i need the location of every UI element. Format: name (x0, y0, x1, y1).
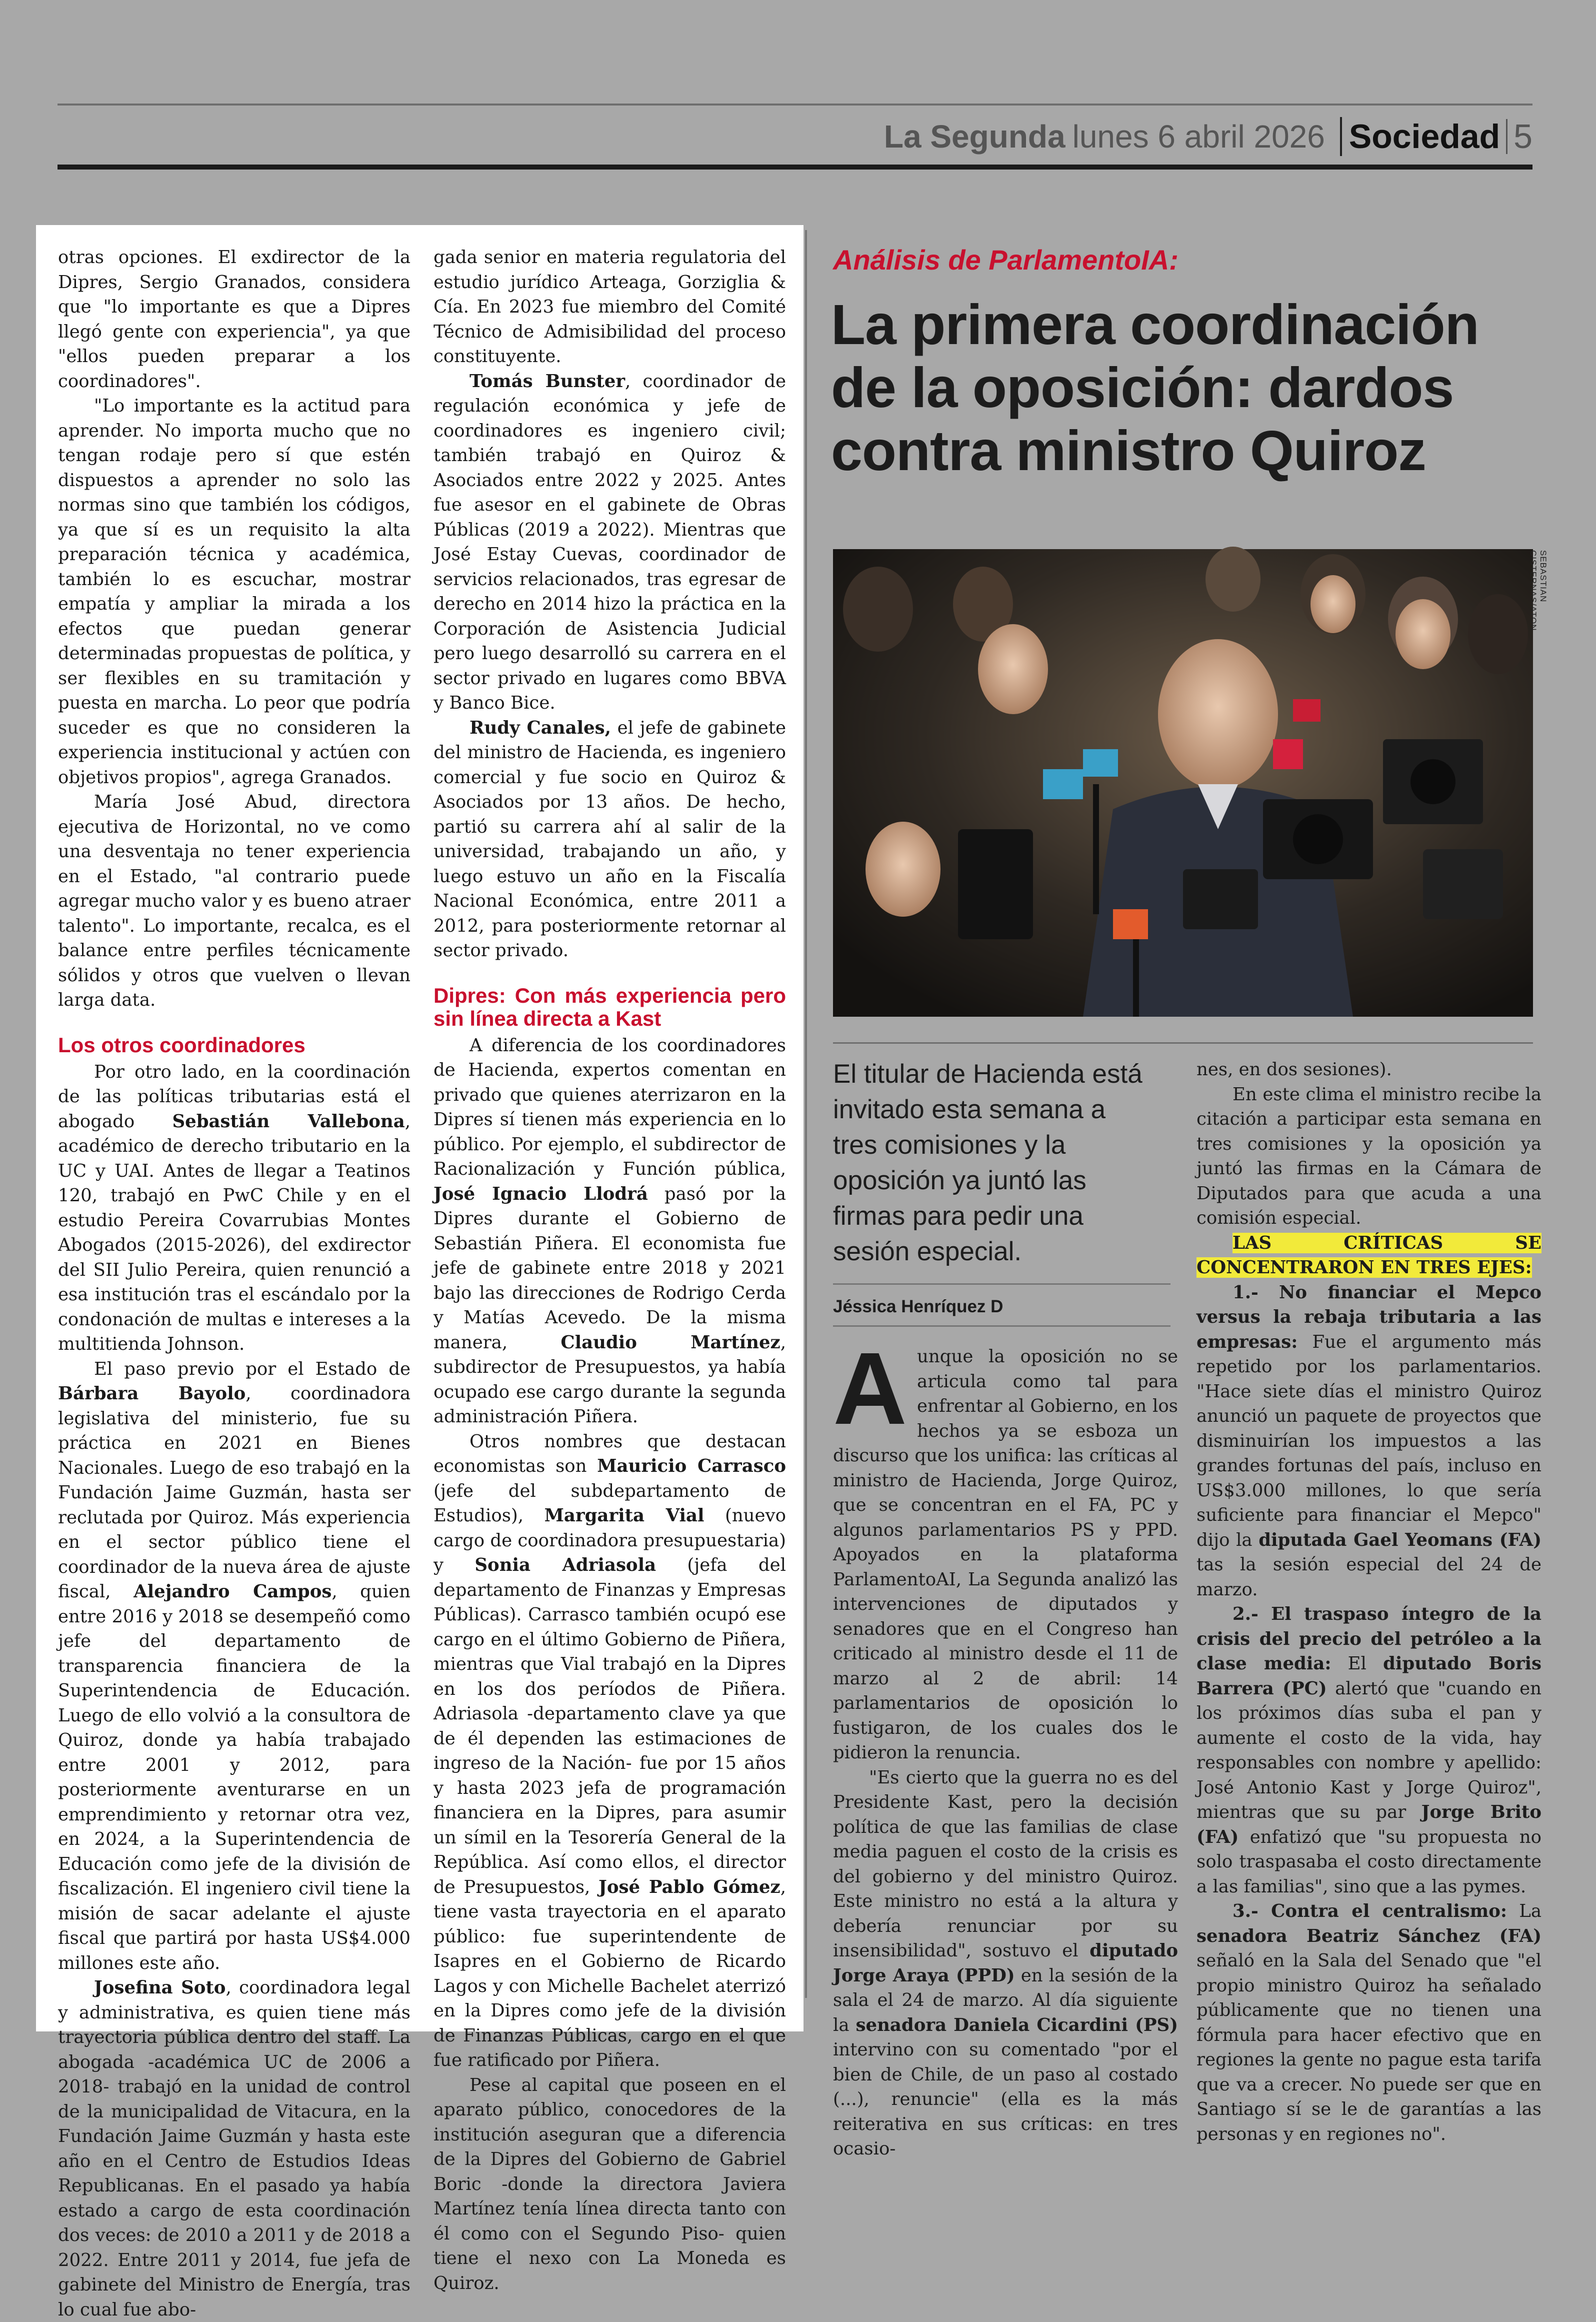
paragraph (1196, 1231, 1542, 1280)
masthead-divider (1506, 119, 1508, 154)
masthead-rule-bottom (58, 165, 1532, 170)
paragraph: Otros nombres que destacan economistas son Mauricio Carrasco (jefe del subdepartamento de Estudios), Margarita Vial (nuevo cargo de coordinadora presupuestaria) y Sonia Adriasola (jefa del departamento de Finanzas y Empresas Públicas). Carrasco también ocupó ese cargo en el último Gobierno de Piñera, mientras que Vial trabajó en la Dipres en los dos períodos de Piñera. Adriasola -departamento clave ya que de él dependen las estimaciones de ingreso de la Nación- fue por 15 años y hasta 2023 jefa de programación financiera en la Dipres, para asumir un símil en la Tesorería General de la República. Así como ellos, el director de Presupuestos, José Pablo Gómez, tiene vasta trayectoria en el aparato público: fue superintendente de Isapres en el Gobierno de Ricardo Lagos y con Michelle Bachelet aterrizó en la Dipres como jefe de la división de Finanzas Públicas, cargo en el que fue ratificado por Piñera. (434, 1431, 786, 2070)
paragraph: María José Abud, directora ejecutiva de Horizontal, no ve como una desventaja no tener experiencia en el Estado, "al contrario puede agregar mucho valor y es bueno atraer talento". Lo importante, recalca, es el balance entre perfiles técnicamente sólidos y otros que vuelven o llevan larga data. (58, 792, 410, 1010)
paragraph: A diferencia de los coordinadores de Hacienda, expertos comentan en privado que quienes aterrizaron en la Dipres sí tienen más experiencia en lo público. Por ejemplo, el subdirector de Racionalización y Función pública, José Ignacio Llodrá pasó por la Dipres durante el Gobierno de Sebastián Piñera. El economista fue jefe de gabinete entre 2018 y 2021 bajo las direcciones de Rodrigo Cerda y Matías Acevedo. De la misma manera, Claudio Martínez, subdirector de Presupuestos, ya había ocupado ese cargo durante la segunda administración Piñera. (434, 1035, 786, 1427)
article-deck: El titular de Hacienda está invitado esta semana a tres comisiones y la oposición ya juntó las firmas para pedir una sesión especial. (833, 1059, 1142, 1266)
continuation-column-2 (434, 245, 786, 2295)
press-scrum-photo-icon (833, 549, 1533, 1017)
paragraph: gada senior en materia regulatoria del estudio jurídico Arteaga, Gorziglia & Cía. En 2023 fue miembro del Comité Técnico de Admisibilidad del proceso constituyente. (434, 247, 786, 367)
deck-rule (833, 1283, 1170, 1285)
person-name: Claudio Martínez (560, 1332, 780, 1353)
page-number: 5 (1514, 118, 1532, 156)
paragraph: Pese al capital que poseen en el aparato público, conocedores de la institución aseguran que a diferencia de la Dipres del Gobierno de Gabriel Boric -donde la directora Javiera Martínez tenía línea directa tanto con él como con el Segundo Piso- quien tiene el nexo con La Moneda es Quiroz. (434, 2074, 786, 2293)
point-lead: 1.- No financiar el Mepco versus la rebaja tributaria a las empresas: (1196, 1282, 1542, 1352)
person-name: Margarita Vial (544, 1505, 704, 1526)
person-name: Sebastián Vallebona (172, 1111, 405, 1132)
person-name: Sonia Adriasola (474, 1555, 656, 1575)
person-name: Mauricio Carrasco (597, 1456, 786, 1476)
byline: Jéssica Henríquez D (833, 1297, 1004, 1316)
paragraph: "Es cierto que la guerra no es del Presidente Kast, pero la decisión política de que las familias de clase media paguen el costo de la crisis es del gobierno y del ministro Quiroz. Este ministro no está a la altura y debería renunciar por su insensibilidad", sostuvo el diputado Jorge Araya (PPD) en la sesión de la sala el 24 de marzo. Al día siguiente la senadora Daniela Cicardini (PS) intervino con su comentado "por el bien de Chile, de un paso al costado (...), renuncie" (ella es la más reiterativa en sus críticas: en tres ocasio- (833, 1767, 1178, 2159)
person-name: Bárbara Bayolo (58, 1383, 246, 1404)
continuation-column-1 (58, 245, 410, 2322)
person-name: diputada Gael Yeomans (FA) (1258, 1529, 1542, 1550)
photo-rule (833, 1042, 1533, 1044)
paragraph: Aunque la oposición no se articula como tal para enfrentar al Gobierno, en los hechos ya se esboza un discurso que los unifica: las críticas al ministro de Hacienda, Jorge Quiroz, que se concentran en el FA, PC y algunos parlamentarios PS y PPD. Apoyados en la plataforma ParlamentoAI, La Segunda analizó las intervenciones de diputados y senadores que en el Congreso han criticado al ministro desde el 11 de marzo al 2 de abril: 14 parlamentarios de oposición lo fustigaron, de los cuales dos le pidieron la renuncia. (833, 1331, 1178, 1763)
byline-rule (833, 1325, 1170, 1327)
paragraph: nes, en dos sesiones). (1196, 1059, 1392, 1080)
paragraph: "Lo importante es la actitud para aprender. No importa mucho que no tengan rodaje pero sí que estén dispuestos a aprender no solo las normas sino que también los códigos, ya que sí es un requisito la alta preparación técnica y académica, también lo es escuchar, mostrar empatía y ampliar la mirada a los efectos que puedan generar determinadas propuestas de política, y ser flexibles en su tramitación y puesta en marcha. Lo peor que podría suceder es que no consideren la experiencia institucional y actúen con objetivos propios", agrega Granados. (58, 396, 410, 788)
person-name: Josefina Soto (94, 1977, 226, 1998)
article-column-1 (833, 1331, 1178, 2161)
paragraph: 3.- Contra el centralismo: La senadora Beatriz Sánchez (FA) señaló en la Sala del Senado que "el propio ministro Quiroz ha señalado públicamente que no tienen una fórmula para hacer efectivo que en regiones la gente no pague esta tarifa que va a crecer. No puede ser que en Santiago sí se le de garantías a las personas y en regiones no". (1196, 1901, 1542, 2144)
article-headline: La primera coordinación de la oposición: dardos contra ministro Quiroz (831, 293, 1479, 482)
article-column-2 (1196, 1057, 1542, 2146)
continuation-article-panel (36, 225, 804, 2320)
highlighted-heading: LAS CRÍTICAS SE CONCENTRARON EN TRES EJES: (1196, 1232, 1542, 1278)
paragraph: Rudy Canales, el jefe de gabinete del ministro de Hacienda, es ingeniero comercial y fue socio en Quiroz & Asociados por 13 años. De hecho, partió su carrera ahí al salir de la universidad, trabajando un año, y luego estuvo un año en la Fiscalía Nacional Económica, entre 2011 a 2012, para posteriormente retornar al sector privado. (434, 717, 786, 961)
paragraph: otras opciones. El exdirector de la Dipres, Sergio Granados, considera que "lo importante es que a Dipres llegó gente con experiencia", ya que "ellos pueden preparar a los coordinadores". (58, 247, 410, 392)
paragraph: Por otro lado, en la coordinación de las políticas tributarias está el abogado Sebastián Vallebona, académico de derecho tributario en la UC y UAI. Antes de llegar a Teatinos 120, trabajó en PwC Chile y en el estudio Pereira Covarrubias Montes Abogados (2015-2026), del exdirector del SII Julio Pereira, quien renunció a esa institución tras el escándalo por la condonación de multas e intereses a la multitienda Johnson. (58, 1061, 410, 1354)
news-photo (833, 549, 1533, 1017)
issue-date: lunes 6 abril 2026 (1072, 119, 1325, 155)
subheading: Los otros coordinadores (58, 1033, 306, 1057)
point-lead: 2.- El traspaso íntegro de la crisis del precio del petróleo a la clase media: (1196, 1604, 1542, 1674)
paragraph: 2.- El traspaso íntegro de la crisis del precio del petróleo a la clase media: El diputado Boris Barrera (PC) alertó que "cuando en los próximos días suba el pan y aumente el costo de la vida, hay responsables con nombre y apellido: José Antonio Kast y Jorge Quiroz", mientras que su par Jorge Brito (FA) enfatizó que "su propuesta no solo traspasaba el costo directamente a las familias", sino que a las pymes. (1196, 1604, 1542, 1897)
section-name: Sociedad (1348, 118, 1500, 156)
person-name: diputado Boris Barrera (PC) (1196, 1653, 1542, 1699)
subheading: Dipres: Con más experiencia pero sin línea directa a Kast (434, 983, 786, 1030)
person-name: Alejandro Campos (134, 1581, 332, 1602)
person-name: senadora Beatriz Sánchez (FA) (1196, 1925, 1542, 1946)
person-name: senadora Daniela Cicardini (PS) (856, 2014, 1178, 2035)
paragraph: Tomás Bunster, coordinador de regulación económica y jefe de coordinadores es ingeniero civil; también trabajó en Quiroz & Asociados entre 2022 y 2025. Antes fue asesor en el gabinete de Obras Públicas (2019 a 2022). Mientras que José Estay Cuevas, coordinador de servicios relacionados, tras egresar de derecho en 2014 hizo la práctica en la Corporación de Asistencia Judicial pero luego desarrolló su carrera en el sector privado en lugares como BBVA y Banco Bice. (434, 371, 786, 713)
person-name: José Ignacio Llodrá (434, 1183, 648, 1204)
paragraph: 1.- No financiar el Mepco versus la rebaja tributaria a las empresas: Fue el argumento más repetido por los parlamentarios. "Hace siete días el ministro Quiroz anunció un paquete de proyectos que disminuirían los impuestos a las grandes fortunas del país, incluso en US$3.000 millones, lo que sería suficiente para financiar el Mepco" dijo la diputada Gael Yeomans (FA) tas la sesión especial del 24 de marzo. (1196, 1282, 1542, 1600)
person-name: Tomás Bunster (470, 371, 626, 392)
person-name: diputado Jorge Araya (PPD) (833, 1940, 1178, 1986)
person-name: Jorge Brito (FA) (1196, 1802, 1542, 1847)
photo-credit: SEBASTIAN CISTERNAS/ATON (1528, 550, 1548, 631)
paragraph: Josefina Soto, coordinadora legal y administrativa, es quien tiene más trayectoria pública dentro del staff. La abogada -académica UC de 2006 a 2018- trabajó en la unidad de control de la municipalidad de Vitacura, en la Fundación Jaime Guzmán y hasta este año en el Centro de Estudios Ideas Republicanas. En el pasado ya había estado a cargo de esta coordinación dos veces: de 2010 a 2011 y de 2018 a 2022. Entre 2011 y 2014, fue jefa de gabinete del Ministro de Energía, tras lo cual fue abo- (58, 1977, 410, 2320)
person-name: Rudy Canales, (470, 717, 611, 738)
column-divider (805, 230, 807, 1998)
paragraph: El paso previo por el Estado de Bárbara Bayolo, coordinadora legislativa del ministerio, fue su práctica en 2021 en Bienes Nacionales. Luego de eso trabajó en la Fundación Jaime Guzmán, hasta ser reclutada por Quiroz. Más experiencia en el sector público tiene el coordinador de la nueva área de ajuste fiscal, Alejandro Campos, quien entre 2016 y 2018 se desempeñó como jefe del departamento de transparencia financiera de la Superintendencia de Educación. Luego de ello volvió a la consultora de Quiroz, donde ya había trabajado entre 2001 y 2012, para posteriormente aventurarse en un emprendimiento y retornar otra vez, en 2024, a la Superintendencia de Educación como jefe de la división de fiscalización. El ingeniero civil tiene la misión de sacar adelante el ajuste fiscal que partirá por hasta US$4.000 millones este año. (58, 1358, 410, 1973)
newspaper-brand: La Segunda (884, 119, 1066, 155)
masthead-divider (1340, 117, 1342, 156)
masthead (58, 109, 1532, 164)
masthead-rule-top (58, 104, 1532, 106)
article-kicker: Análisis de ParlamentoIA: (833, 244, 1178, 276)
drop-cap: A (833, 1331, 908, 1446)
person-name: José Pablo Gómez (598, 1876, 780, 1897)
point-lead: 3.- Contra el centralismo: (1232, 1901, 1508, 1921)
paragraph: En este clima el ministro recibe la citación a participar esta semana en tres comisiones y la oposición ya juntó las firmas en la Cámara de Diputados para que acuda a una comisión especial. (1196, 1084, 1542, 1228)
